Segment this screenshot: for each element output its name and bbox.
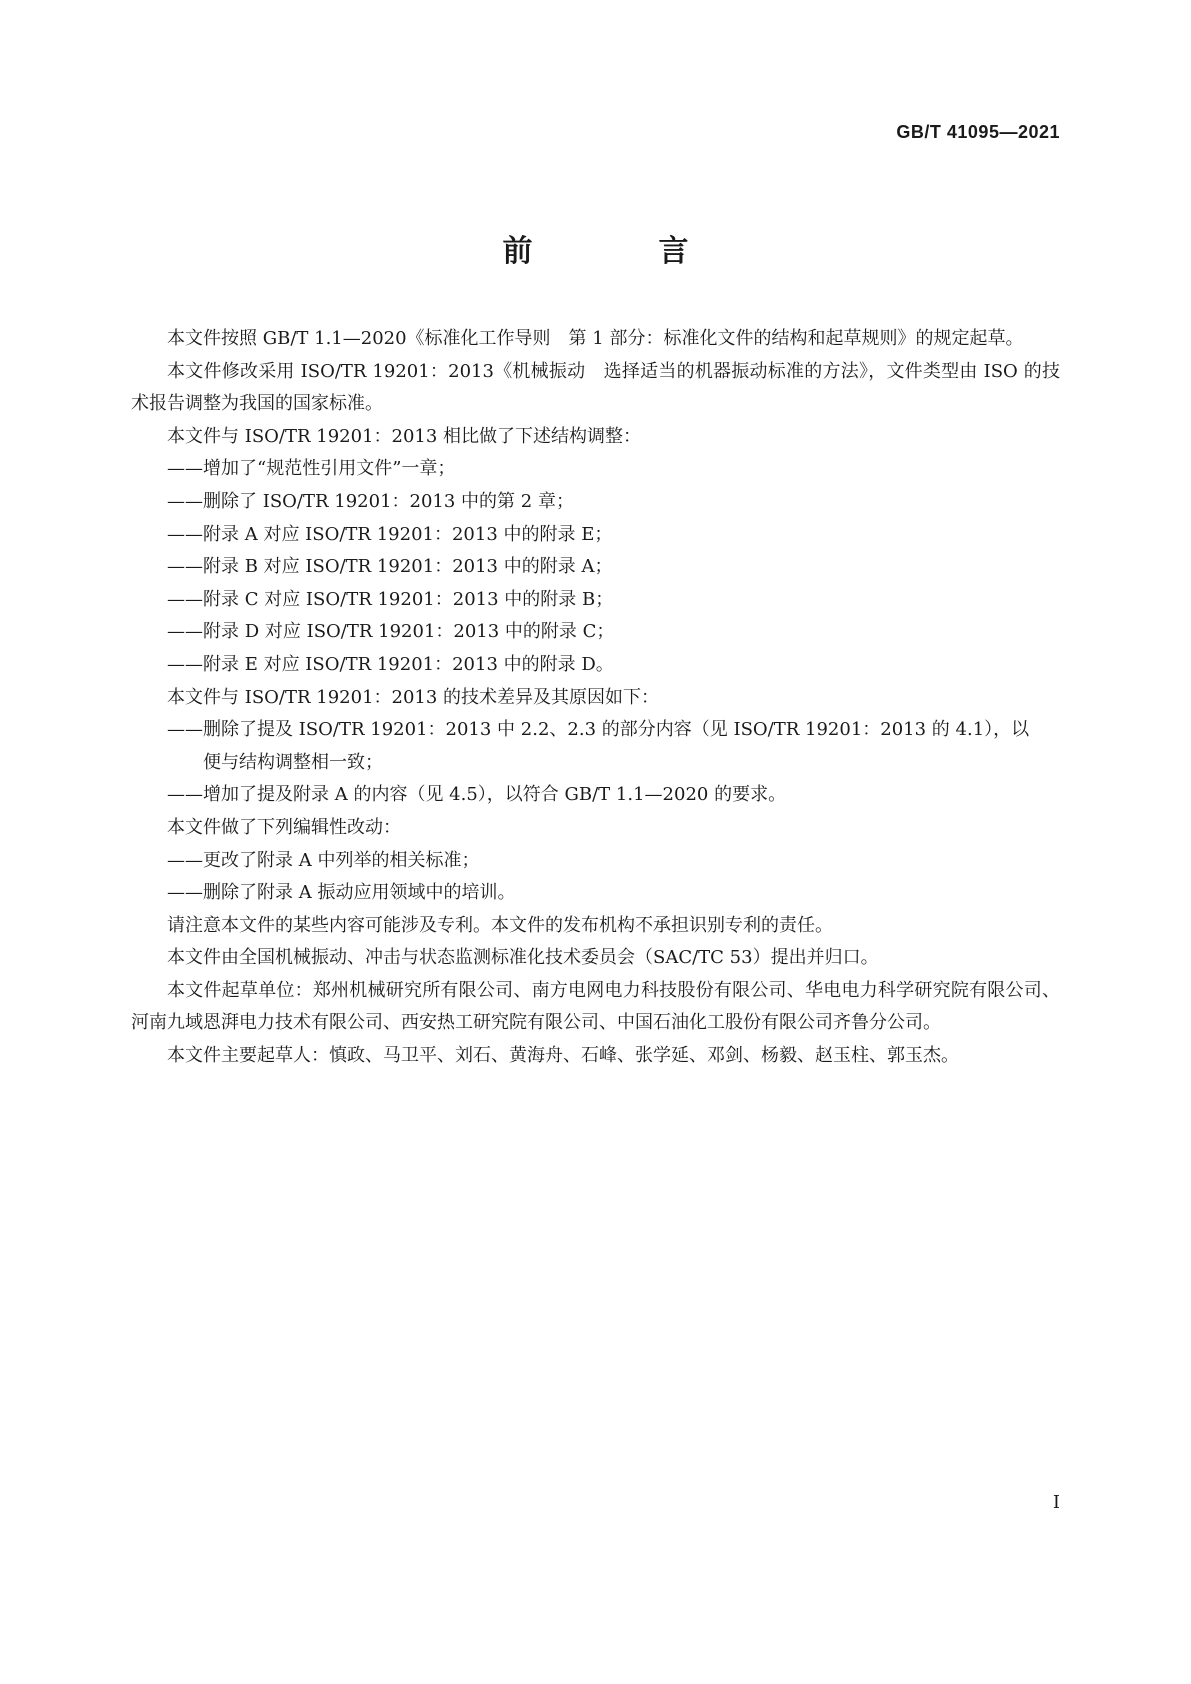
edit-change-item: ——删除了附录 A 振动应用领域中的培训。 <box>167 882 516 904</box>
tech-diff-line: ——删除了提及 ISO/TR 19201：2013 中 2.2、2.3 的部分内容（见 ISO/TR 19201：2013 的 4.1），以 <box>167 719 1030 741</box>
edit-change-item: ——更改了附录 A 中列举的相关标准； <box>167 849 480 871</box>
structure-change-item: ——附录 A 对应 ISO/TR 19201：2013 中的附录 E； <box>167 523 613 545</box>
tech-diff-continuation: 便与结构调整相一致； <box>203 751 383 773</box>
foreword-body <box>131 323 1060 1073</box>
tech-diff-item <box>131 714 1060 779</box>
paragraph-drafting-rule: 本文件按照 GB/T 1.1—2020《标准化工作导则 第 1 部分：标准化文件的结构和起草规则》的规定起草。 <box>167 328 1024 349</box>
page-title: 前 言 <box>502 234 737 269</box>
paragraph-edit-intro: 本文件做了下列编辑性改动： <box>167 816 401 838</box>
structure-change-item: ——附录 C 对应 ISO/TR 19201：2013 中的附录 B； <box>167 588 614 610</box>
structure-change-item: ——删除了 ISO/TR 19201：2013 中的第 2 章； <box>167 490 574 512</box>
paragraph-committee: 本文件由全国机械振动、冲击与状态监测标准化技术委员会（SAC/TC 53）提出并归口。 <box>167 947 879 969</box>
paragraph-tech-diff-intro: 本文件与 ISO/TR 19201：2013 的技术差异及其原因如下： <box>167 686 660 708</box>
paragraph-patent-notice: 请注意本文件的某些内容可能涉及专利。本文件的发布机构不承担识别专利的责任。 <box>167 914 833 936</box>
page-number: I <box>1052 1492 1060 1513</box>
paragraph-drafting-units: 本文件起草单位：郑州机械研究所有限公司、南方电网电力科技股份有限公司、华电电力科学研究院有限公司、河南九域恩湃电力技术有限公司、西安热工研究院有限公司、中国石油化工股份有限公司齐鲁分公司。 <box>131 979 1060 1034</box>
structure-change-item: ——增加了“规范性引用文件”一章； <box>167 458 456 480</box>
paragraph-structure-intro: 本文件与 ISO/TR 19201：2013 相比做了下述结构调整： <box>167 425 642 447</box>
structure-change-item: ——附录 E 对应 ISO/TR 19201：2013 中的附录 D。 <box>167 653 614 675</box>
paragraph-adoption: 本文件修改采用 ISO/TR 19201：2013《机械振动 选择适当的机器振动标准的方法》，文件类型由 ISO 的技术报告调整为我国的国家标准。 <box>131 360 1060 415</box>
structure-change-item: ——附录 B 对应 ISO/TR 19201：2013 中的附录 A； <box>167 556 613 578</box>
tech-diff-item: ——增加了提及附录 A 的内容（见 4.5），以符合 GB/T 1.1—2020 的要求。 <box>167 784 787 806</box>
standard-number: GB/T 41095—2021 <box>896 122 1060 142</box>
paragraph-drafters: 本文件主要起草人：慎政、马卫平、刘石、黄海舟、石峰、张学延、邓剑、杨毅、赵玉柱、郭玉杰。 <box>167 1045 959 1067</box>
structure-change-item: ——附录 D 对应 ISO/TR 19201：2013 中的附录 C； <box>167 621 615 643</box>
